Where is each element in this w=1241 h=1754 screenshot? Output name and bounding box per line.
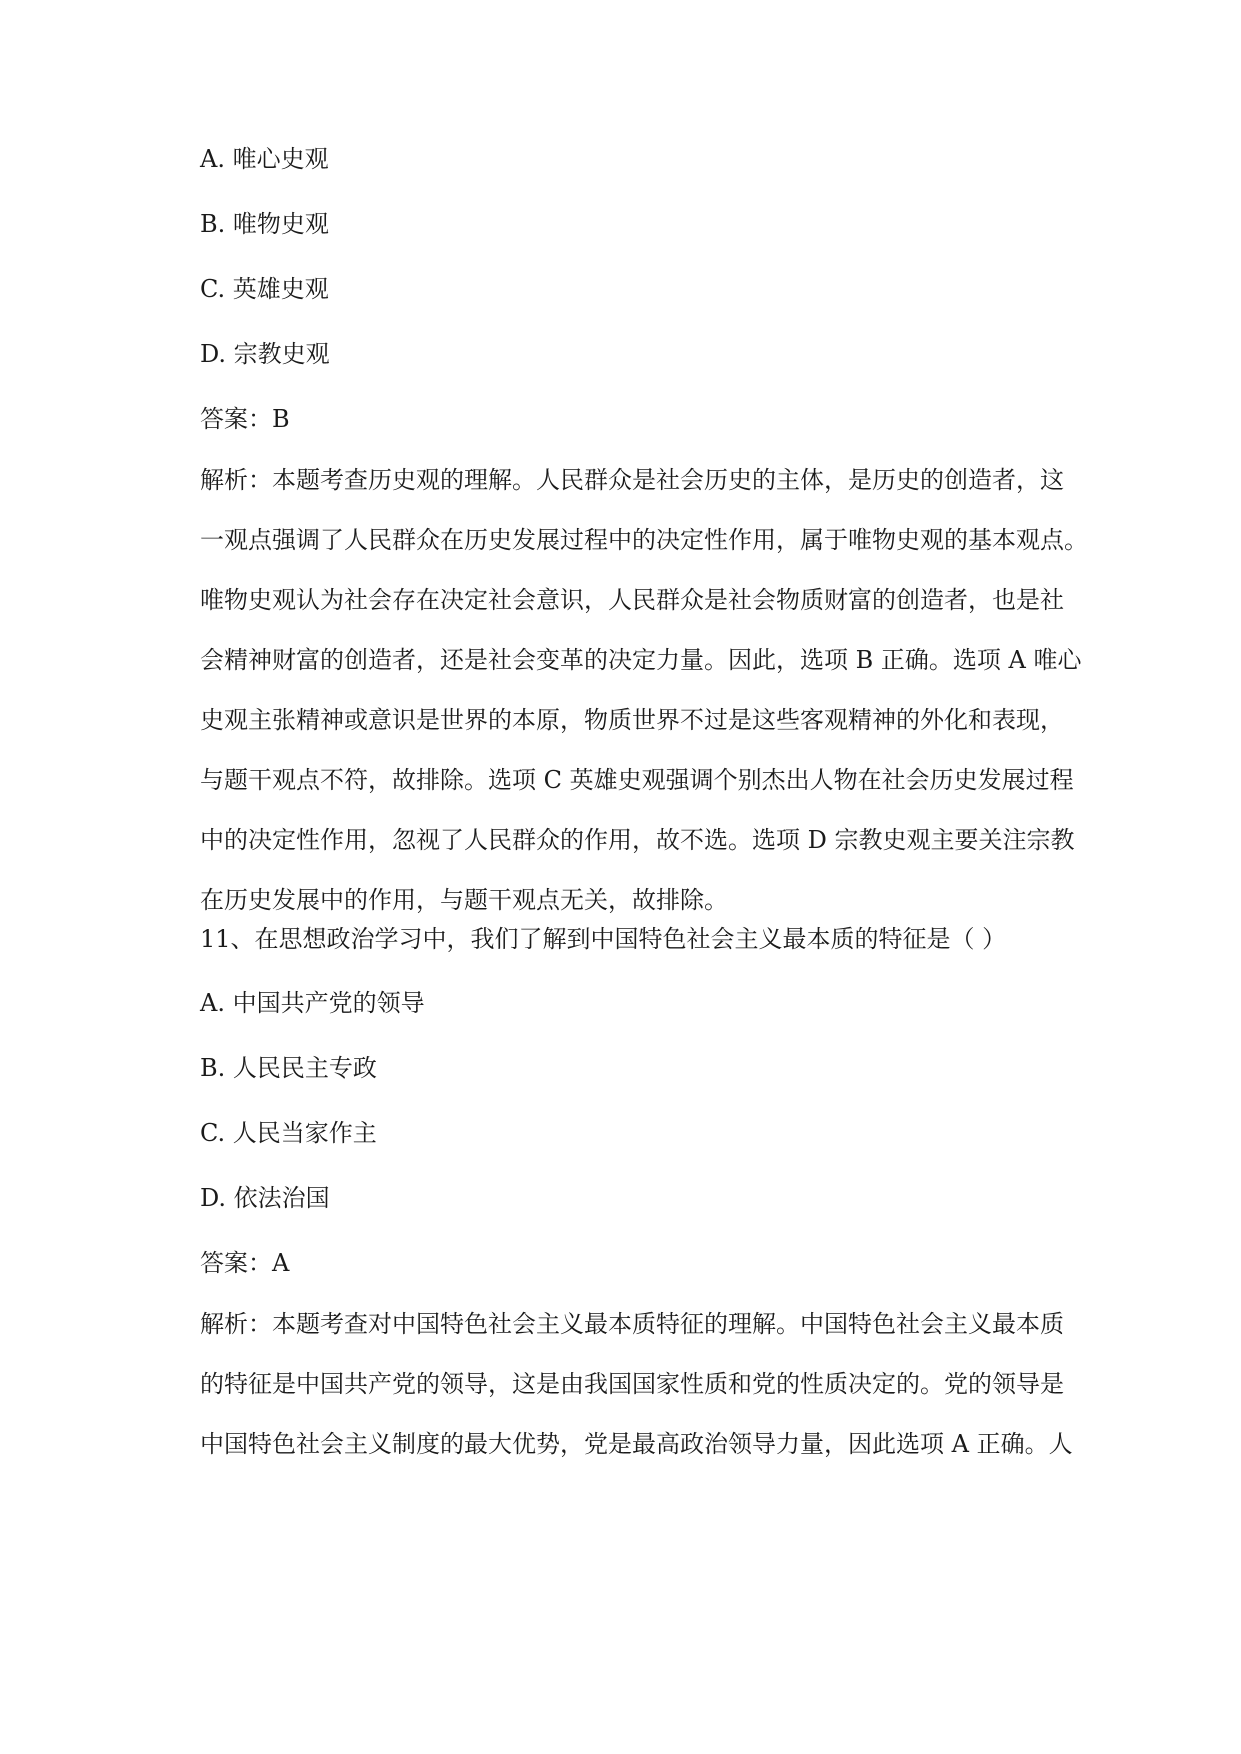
q11-analysis-line: 中国特色社会主义制度的最大优势，党是最高政治领导力量，因此选项 A 正确。人 bbox=[200, 1430, 1073, 1458]
q11-question: 11、在思想政治学习中，我们了解到中国特色社会主义最本质的特征是（ ） bbox=[200, 925, 1007, 953]
q10-option-a: A. 唯心史观 bbox=[200, 145, 329, 173]
q10-analysis-line: 史观主张精神或意识是世界的本原，物质世界不过是这些客观精神的外化和表现， bbox=[200, 706, 1064, 734]
q10-analysis-line: 中的决定性作用，忽视了人民群众的作用，故不选。选项 D 宗教史观主要关注宗教 bbox=[200, 826, 1075, 854]
q10-option-d: D. 宗教史观 bbox=[200, 340, 330, 368]
q11-analysis-line: 的特征是中国共产党的领导，这是由我国国家性质和党的性质决定的。党的领导是 bbox=[200, 1370, 1064, 1398]
q11-option-a: A. 中国共产党的领导 bbox=[200, 989, 425, 1017]
document-page bbox=[200, 144, 1100, 1474]
q10-analysis bbox=[200, 450, 1100, 930]
q10-answer: 答案：B bbox=[200, 405, 290, 433]
q11-option-b: B. 人民民主专政 bbox=[200, 1054, 377, 1082]
q10-analysis-line: 与题干观点不符，故排除。选项 C 英雄史观强调个别杰出人物在社会历史发展过程 bbox=[200, 766, 1074, 794]
q10-option-b: B. 唯物史观 bbox=[200, 210, 329, 238]
q10-option-c: C. 英雄史观 bbox=[200, 275, 329, 303]
q11-option-c: C. 人民当家作主 bbox=[200, 1119, 377, 1147]
q10-analysis-line: 在历史发展中的作用，与题干观点无关，故排除。 bbox=[200, 886, 728, 914]
q11-answer: 答案：A bbox=[200, 1249, 290, 1277]
q10-analysis-line: 唯物史观认为社会存在决定社会意识，人民群众是社会物质财富的创造者，也是社 bbox=[200, 586, 1064, 614]
q10-analysis-line: 解析：本题考查历史观的理解。人民群众是社会历史的主体，是历史的创造者，这 bbox=[200, 466, 1064, 494]
q11-option-d: D. 依法治国 bbox=[200, 1184, 330, 1212]
q10-analysis-line: 一观点强调了人民群众在历史发展过程中的决定性作用，属于唯物史观的基本观点。 bbox=[200, 526, 1088, 554]
q10-analysis-line: 会精神财富的创造者，还是社会变革的决定力量。因此，选项 B 正确。选项 A 唯心 bbox=[200, 646, 1082, 674]
q11-analysis bbox=[200, 1294, 1100, 1474]
q11-analysis-line: 解析：本题考查对中国特色社会主义最本质特征的理解。中国特色社会主义最本质 bbox=[200, 1310, 1064, 1338]
